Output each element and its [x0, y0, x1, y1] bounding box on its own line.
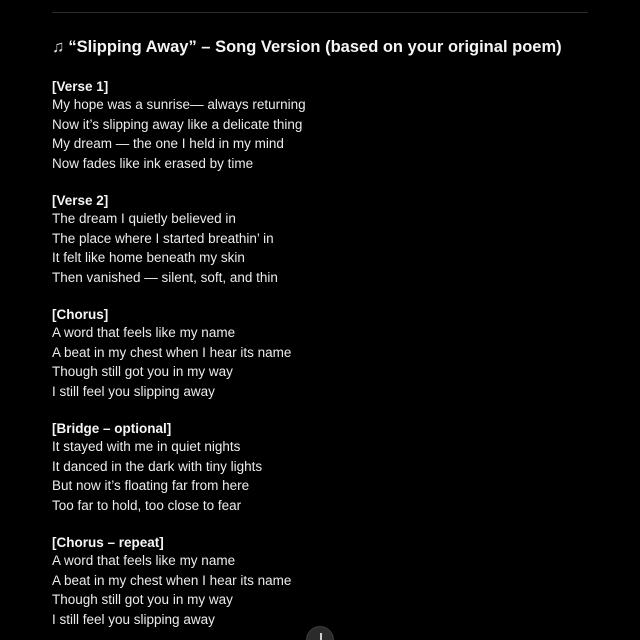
- section-heading: [Bridge – optional]: [52, 421, 172, 436]
- section-verse-1: [52, 78, 612, 173]
- lyric-line: Then vanished — silent, soft, and thin: [52, 269, 278, 285]
- lyric-line: My hope was a sunrise— always returning: [52, 97, 306, 112]
- lyric-line: Though still got you in my way: [52, 592, 233, 607]
- lyric-line: Now it’s slipping away like a delicate thing: [52, 116, 303, 132]
- lyric-line: The place where I started breathin’ in: [52, 230, 274, 246]
- lyric-line: But now it’s floating far from here: [52, 478, 250, 493]
- song-title: [52, 36, 612, 58]
- section-verse-2: [52, 192, 612, 287]
- lyric-line: It stayed with me in quiet nights: [52, 439, 241, 454]
- lyric-line: It felt like home beneath my skin: [52, 250, 245, 265]
- section-bridge: [52, 420, 612, 515]
- section-heading: [Verse 2]: [52, 193, 109, 208]
- lyric-line: Though still got you in my way: [52, 364, 233, 379]
- lyric-line: Now fades like ink erased by time: [52, 155, 254, 171]
- section-heading: [Verse 1]: [52, 79, 109, 94]
- section-heading: [Chorus – repeat]: [52, 535, 164, 550]
- song-title-text: “Slipping Away” – Song Version (based on your original poem): [68, 38, 562, 56]
- message-content: [52, 36, 612, 640]
- lyric-line: My dream — the one I held in my mind: [52, 136, 284, 151]
- section-heading: [Chorus]: [52, 307, 109, 322]
- lyric-line: It danced in the dark with tiny lights: [52, 458, 263, 474]
- top-divider: [52, 12, 588, 13]
- lyric-line: A word that feels like my name: [52, 325, 236, 340]
- lyric-line: Too far to hold, too close to fear: [52, 497, 242, 513]
- musical-notes-icon: ♫: [52, 38, 65, 56]
- lyric-line: A beat in my chest when I hear its name: [52, 344, 292, 360]
- lyric-line: I still feel you slipping away: [52, 611, 215, 627]
- lyric-line: The dream I quietly believed in: [52, 211, 236, 226]
- section-chorus: [52, 306, 612, 401]
- lyric-line: A word that feels like my name: [52, 553, 236, 568]
- section-chorus-repeat: [52, 534, 612, 629]
- arrow-down-icon: [320, 633, 322, 640]
- lyric-line: A beat in my chest when I hear its name: [52, 572, 292, 588]
- lyric-line: I still feel you slipping away: [52, 383, 215, 399]
